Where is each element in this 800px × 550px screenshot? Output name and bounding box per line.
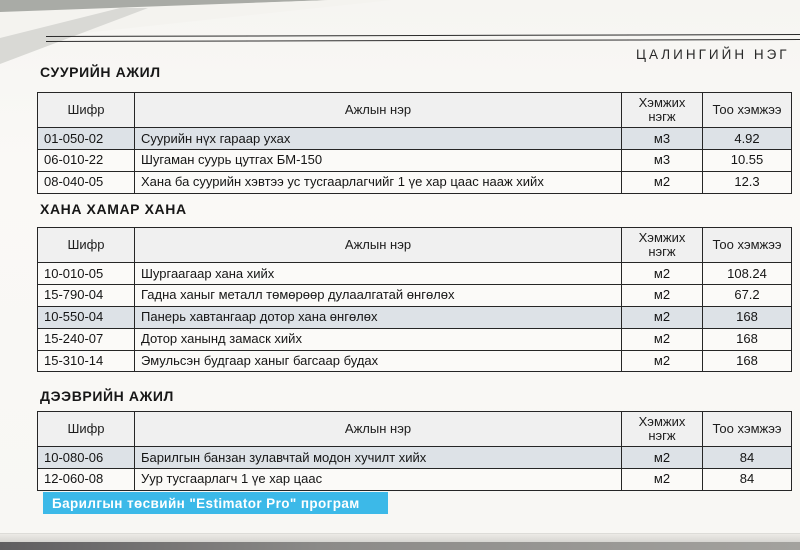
- cell-qty: 84: [703, 447, 792, 469]
- table-row: [38, 149, 792, 171]
- cell-name: Хана ба суурийн хэвтээ ус тусгаарлагчийг 1 үе хар цаас нааж хийх: [135, 171, 622, 193]
- cell-code: 12-060-08: [38, 468, 135, 490]
- cell-code: 15-240-07: [38, 328, 135, 350]
- table-row: [38, 171, 792, 193]
- table-header-row: [38, 228, 792, 263]
- cell-code: 06-010-22: [38, 149, 135, 171]
- cell-qty: 10.55: [703, 149, 792, 171]
- table-header-cell-unit: Хэмжих нэгж: [622, 93, 703, 128]
- table-row: [38, 284, 792, 306]
- table-header-cell-code: Шифр: [38, 228, 135, 263]
- table-header-cell-unit: Хэмжих нэгж: [622, 412, 703, 447]
- table-header-row: [38, 412, 792, 447]
- cell-name: Шургаагаар хана хийх: [135, 263, 622, 285]
- cell-name: Дотор ханынд замаск хийх: [135, 328, 622, 350]
- cell-qty: 168: [703, 306, 792, 328]
- cell-name: Уур тусгаарлагч 1 үе хар цаас: [135, 468, 622, 490]
- estimate-table: [37, 227, 792, 372]
- cell-code: 15-310-14: [38, 350, 135, 372]
- section-title: СУУРИЙН АЖИЛ: [40, 64, 161, 80]
- cell-code: 01-050-02: [38, 128, 135, 150]
- cell-qty: 168: [703, 350, 792, 372]
- table-row: [38, 468, 792, 490]
- cell-qty: 67.2: [703, 284, 792, 306]
- table-header-cell-code: Шифр: [38, 412, 135, 447]
- table-row: [38, 447, 792, 469]
- cell-unit: м3: [622, 128, 703, 150]
- table-header-cell-qty: Тоо хэмжээ: [703, 412, 792, 447]
- table-row: [38, 350, 792, 372]
- cell-unit: м2: [622, 171, 703, 193]
- cell-name: Гадна ханыг металл төмөрөөр дулаалгатай өнгөлөх: [135, 284, 622, 306]
- table-header-cell-code: Шифр: [38, 93, 135, 128]
- page-header-title: ЦАЛИНГИЙН НЭГ: [636, 47, 790, 62]
- cell-code: 15-790-04: [38, 284, 135, 306]
- cell-code: 10-550-04: [38, 306, 135, 328]
- cell-unit: м2: [622, 350, 703, 372]
- cell-name: Шугаман суурь цутгах БМ-150: [135, 149, 622, 171]
- cell-code: 10-080-06: [38, 447, 135, 469]
- cell-unit: м2: [622, 263, 703, 285]
- cell-unit: м2: [622, 468, 703, 490]
- table-header-cell-name: Ажлын нэр: [135, 412, 622, 447]
- header-double-rule: [46, 34, 800, 41]
- table-header-cell-qty: Тоо хэмжээ: [703, 93, 792, 128]
- cell-code: 10-010-05: [38, 263, 135, 285]
- cell-unit: м2: [622, 447, 703, 469]
- cell-qty: 84: [703, 468, 792, 490]
- table-row: [38, 328, 792, 350]
- section-title: ДЭЭВРИЙН АЖИЛ: [40, 388, 174, 404]
- estimate-table: [37, 411, 792, 491]
- table-header-cell-qty: Тоо хэмжээ: [703, 228, 792, 263]
- cell-qty: 108.24: [703, 263, 792, 285]
- cell-unit: м2: [622, 328, 703, 350]
- table-row: [38, 263, 792, 285]
- table-header-cell-name: Ажлын нэр: [135, 228, 622, 263]
- table-header-row: [38, 93, 792, 128]
- cell-name: Суурийн нүх гараар ухах: [135, 128, 622, 150]
- table-row: [38, 128, 792, 150]
- cell-name: Эмульсэн будгаар ханыг багсаар будах: [135, 350, 622, 372]
- cell-qty: 168: [703, 328, 792, 350]
- scan-bottom-shadow-band: [0, 542, 800, 550]
- cell-unit: м2: [622, 284, 703, 306]
- cell-name: Панерь хавтангаар дотор хана өнгөлөх: [135, 306, 622, 328]
- cell-unit: м2: [622, 306, 703, 328]
- cell-qty: 4.92: [703, 128, 792, 150]
- footer-program-badge: Барилгын төсвийн "Estimator Pro" програм: [43, 492, 388, 514]
- cell-unit: м3: [622, 149, 703, 171]
- cell-code: 08-040-05: [38, 171, 135, 193]
- table-header-cell-name: Ажлын нэр: [135, 93, 622, 128]
- cell-name: Барилгын банзан зулавчтай модон хучилт хийх: [135, 447, 622, 469]
- cell-qty: 12.3: [703, 171, 792, 193]
- table-row: [38, 306, 792, 328]
- table-header-cell-unit: Хэмжих нэгж: [622, 228, 703, 263]
- section-title: ХАНА ХАМАР ХАНА: [40, 201, 187, 217]
- estimate-table: [37, 92, 792, 194]
